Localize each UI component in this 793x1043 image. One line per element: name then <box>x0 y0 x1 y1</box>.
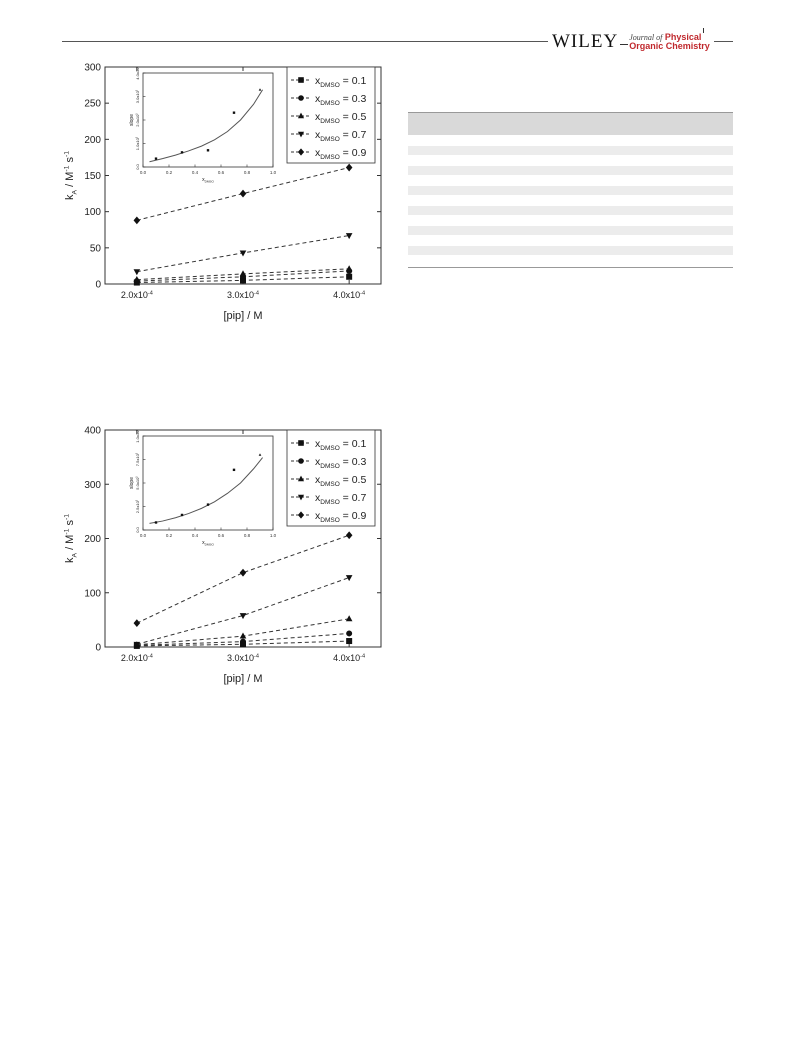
inset-y-tick-label: $5.0x10^5$ <box>135 476 140 490</box>
inset-x-tick-label: 1.0 <box>269 533 277 538</box>
inset-x-tick-label: 0.4 <box>191 170 199 175</box>
data-point <box>240 569 247 577</box>
legend-label: $x_{DMSO} = 0.7$ <box>315 492 367 507</box>
inset-x-tick-label: 0.8 <box>243 533 251 538</box>
inset-data-point <box>207 149 209 151</box>
y-tick-label: 250 <box>84 98 101 110</box>
y-tick-label: 0 <box>95 279 101 291</box>
inset-frame <box>143 436 273 530</box>
table-row <box>408 246 733 255</box>
inset-y-tick-label: $2.0x10^5$ <box>135 113 140 127</box>
table-header <box>408 112 733 135</box>
y-tick-label: 300 <box>84 62 101 74</box>
x-tick-label: $4.0x10^{-4}$ <box>333 653 366 663</box>
legend-label: $x_{DMSO} = 0.1$ <box>315 75 367 90</box>
inset-y-tick-label: 0.0 <box>135 164 140 170</box>
inset-frame <box>143 73 273 167</box>
inset-y-tick-label: $3.0x10^5$ <box>135 89 140 104</box>
table-row <box>408 166 733 175</box>
inset-x-tick-label: 0.0 <box>139 533 147 538</box>
brand-dash <box>620 44 628 45</box>
data-point <box>240 190 247 198</box>
inset-y-tick-label: $4.0x10^5$ <box>135 66 140 80</box>
y-tick-label: 400 <box>84 425 101 437</box>
legend-label: $x_{DMSO} = 0.3$ <box>315 456 367 471</box>
y-tick-label: 200 <box>84 534 101 545</box>
y-tick-label: 100 <box>84 207 101 219</box>
journal-brand <box>548 33 714 51</box>
x-tick-label: $2.0x10^{-4}$ <box>120 290 153 300</box>
inset-x-tick-label: 0.6 <box>217 170 225 175</box>
journal-name <box>629 33 710 51</box>
inset-y-axis-label: slope <box>129 477 135 489</box>
journal-prefix: Journal of <box>629 33 663 42</box>
inset-x-tick-label: 0.0 <box>139 170 147 175</box>
data-point <box>134 216 141 224</box>
inset-data-point <box>181 514 183 516</box>
legend-marker <box>298 95 304 101</box>
y-tick-label: 0 <box>95 642 101 654</box>
inset-x-axis-label: $x_{DMSO}$ <box>202 177 214 184</box>
legend-label: $x_{DMSO} = 0.1$ <box>315 438 367 453</box>
inset-x-axis-label: $x_{DMSO}$ <box>202 540 214 547</box>
y-tick-label: 150 <box>84 171 101 182</box>
table-row <box>408 226 733 235</box>
journal-word1: Physical <box>664 32 702 42</box>
x-tick-label: $3.0x10^{-4}$ <box>227 653 259 663</box>
inset-x-tick-label: 0.4 <box>191 533 199 538</box>
inset-y-tick-label: $7.5x10^5$ <box>135 452 140 467</box>
table-placeholder <box>408 112 733 268</box>
inset-x-tick-label: 0.2 <box>165 170 173 175</box>
table-row <box>408 146 733 155</box>
legend-marker <box>298 440 304 446</box>
table-bottom-rule <box>408 267 733 268</box>
figure-2-chart <box>55 420 390 690</box>
figure-1-chart <box>55 57 390 327</box>
x-tick-label: $4.0x10^{-4}$ <box>333 290 366 300</box>
publisher-logo: WILEY <box>552 31 619 52</box>
series-line <box>137 535 349 623</box>
y-tick-label: 200 <box>84 134 101 146</box>
data-point <box>346 265 353 271</box>
data-point <box>346 531 353 539</box>
inset-data-point <box>233 111 235 113</box>
data-point <box>346 638 352 644</box>
legend-label: $x_{DMSO} = 0.5$ <box>315 111 367 126</box>
inset-y-tick-label: $1.0x10^5$ <box>135 136 140 151</box>
x-axis-label: [pip] / M <box>223 310 263 322</box>
legend-label: $x_{DMSO} = 0.7$ <box>315 129 367 144</box>
legend-marker <box>298 458 304 464</box>
inset-y-tick-label: $2.5x10^5$ <box>135 499 140 514</box>
legend-label: $x_{DMSO} = 0.3$ <box>315 93 367 108</box>
table-row <box>408 186 733 195</box>
inset-y-tick-label: $1.0x10^6$ <box>135 429 140 443</box>
y-tick-label: 300 <box>84 479 101 491</box>
legend-label: $x_{DMSO} = 0.9$ <box>315 510 367 525</box>
data-point <box>240 639 246 645</box>
inset-data-point <box>155 157 157 159</box>
legend-label: $x_{DMSO} = 0.9$ <box>315 147 367 162</box>
y-axis-label: $k_A / M^{-1}$ $s^{-1}$ <box>63 513 79 564</box>
data-point <box>346 630 352 636</box>
inset-x-tick-label: 0.2 <box>165 533 173 538</box>
data-point <box>346 274 352 280</box>
legend-label: $x_{DMSO} = 0.5$ <box>315 474 367 489</box>
data-point <box>346 164 353 172</box>
inset-data-point <box>233 469 235 471</box>
inset-data-point <box>181 151 183 153</box>
table-row <box>408 206 733 215</box>
inset-x-tick-label: 0.8 <box>243 170 251 175</box>
y-tick-label: 50 <box>89 243 101 255</box>
inset-x-tick-label: 0.6 <box>217 533 225 538</box>
inset-data-point <box>155 521 157 523</box>
inset-x-tick-label: 1.0 <box>269 170 277 175</box>
data-point <box>134 619 141 627</box>
inset-data-point <box>207 503 209 505</box>
x-tick-label: $3.0x10^{-4}$ <box>227 290 259 300</box>
journal-word2: Organic Chemistry <box>629 41 710 51</box>
legend-marker <box>298 77 304 83</box>
y-tick-label: 100 <box>84 588 101 600</box>
data-point <box>134 269 141 275</box>
x-tick-label: $2.0x10^{-4}$ <box>120 653 153 663</box>
x-axis-label: [pip] / M <box>223 673 263 685</box>
y-axis-label: $k_A / M^{-1}$ $s^{-1}$ <box>63 150 79 201</box>
data-point <box>346 615 353 621</box>
inset-y-tick-label: 0.0 <box>135 527 140 533</box>
inset-y-axis-label: slope <box>129 114 135 126</box>
